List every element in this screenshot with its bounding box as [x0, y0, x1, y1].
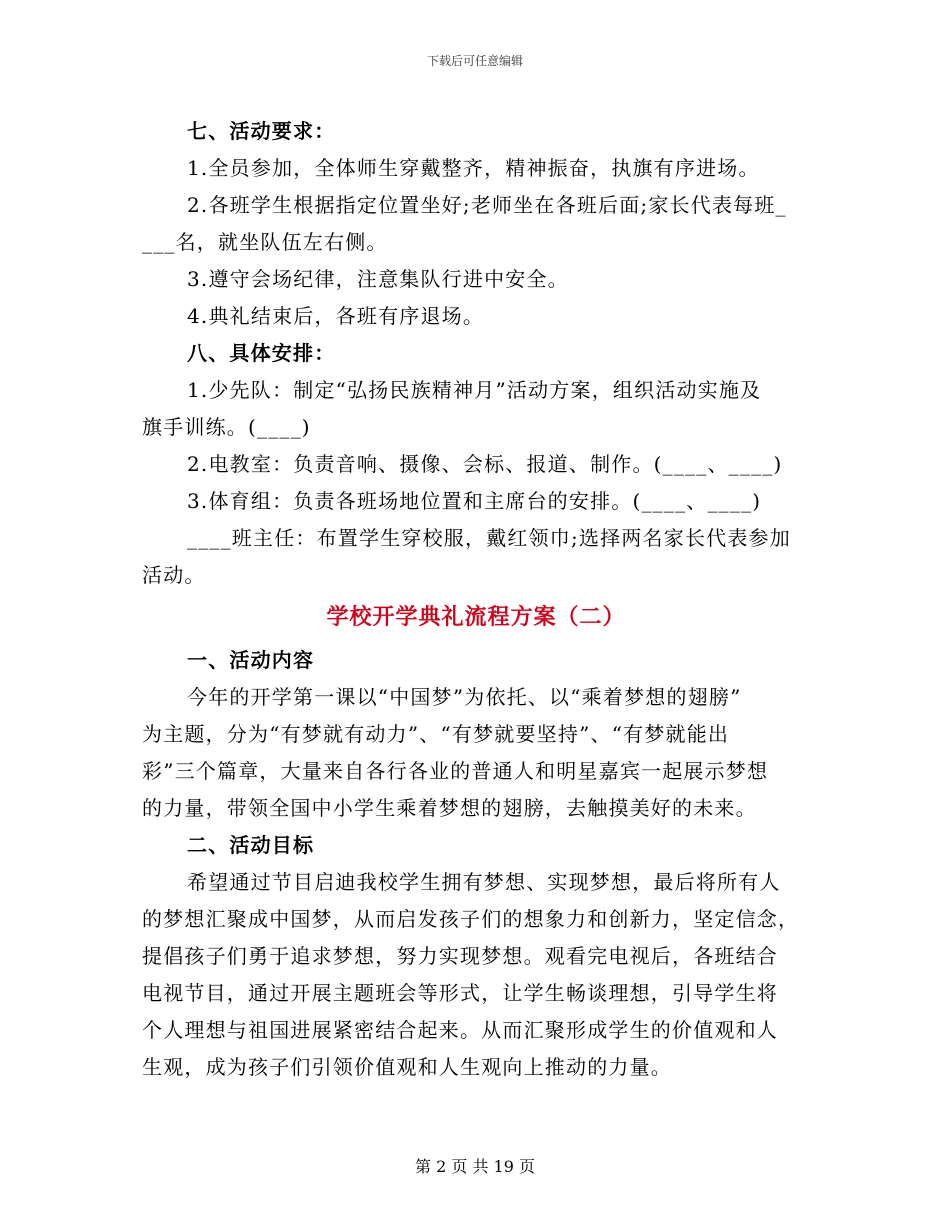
paragraph-line: 今年的开学第一课以“中国梦”为依托、以“乘着梦想的翅膀” [187, 685, 742, 709]
paragraph-line: 希望通过节目启迪我校学生拥有梦想、实现梦想，最后将所有人 [187, 870, 781, 894]
page-header-note: 下载后可任意编辑 [426, 54, 523, 68]
paragraph-line: 4.典礼结束后，各班有序退场。 [187, 304, 485, 328]
paragraph-line: 1.全员参加，全体师生穿戴整齐，精神振奋，执旗有序进场。 [187, 156, 760, 180]
paragraph-line: 1.少先队：制定“弘扬民族精神月”活动方案，组织活动实施及 [187, 378, 762, 402]
paragraph-line: 电视节目，通过开展主题班会等形式，让学生畅谈理想，引导学生将 [142, 981, 778, 1005]
section-heading-requirements: 七、活动要求： [187, 119, 336, 143]
section-heading-content: 一、活动内容 [187, 648, 315, 672]
paragraph-line: 个人理想与祖国进展紧密结合起来。从而汇聚形成学生的价值观和人 [142, 1018, 778, 1042]
paragraph-line: 旗手训练。(____) [142, 415, 311, 439]
page-number-indicator: 第 2 页 共 19 页 [415, 1157, 535, 1176]
paragraph-line: 彩”三个篇章，大量来自各行各业的普通人和明星嘉宾一起展示梦想 [142, 759, 769, 783]
document-title: 学校开学典礼流程方案（二） [326, 605, 626, 630]
paragraph-line: 3.遵守会场纪律，注意集队行进中安全。 [187, 267, 569, 291]
paragraph-line: ___名，就坐队伍左右侧。 [142, 230, 388, 254]
paragraph-line: 为主题，分为“有梦就有动力”、“有梦就要坚持”、“有梦就能出 [142, 722, 730, 746]
section-heading-arrangements: 八、具体安排： [187, 341, 336, 365]
paragraph-line: 的梦想汇聚成中国梦，从而启发孩子们的想象力和创新力，坚定信念， [142, 907, 800, 931]
paragraph-line: 提倡孩子们勇于追求梦想，努力实现梦想。观看完电视后，各班结合 [142, 944, 778, 968]
section-heading-goals: 二、活动目标 [187, 833, 315, 857]
paragraph-line: 生观，成为孩子们引领价值观和人生观向上推动的力量。 [142, 1055, 672, 1079]
paragraph-line: 的力量，带领全国中小学生乘着梦想的翅膀，去触摸美好的未来。 [142, 796, 757, 820]
document-body [142, 113, 810, 1086]
paragraph-line: 2.电教室：负责音响、摄像、会标、报道、制作。(____、____) [187, 452, 783, 476]
paragraph-line: 活动。 [142, 563, 206, 587]
paragraph-line: ____班主任：布置学生穿校服，戴红领巾;选择两名家长代表参加 [187, 526, 791, 550]
paragraph-line: 3.体育组：负责各班场地位置和主席台的安排。(____、____) [187, 489, 762, 513]
paragraph-line: 2.各班学生根据指定位置坐好;老师坐在各班后面;家长代表每班_ [187, 193, 787, 217]
